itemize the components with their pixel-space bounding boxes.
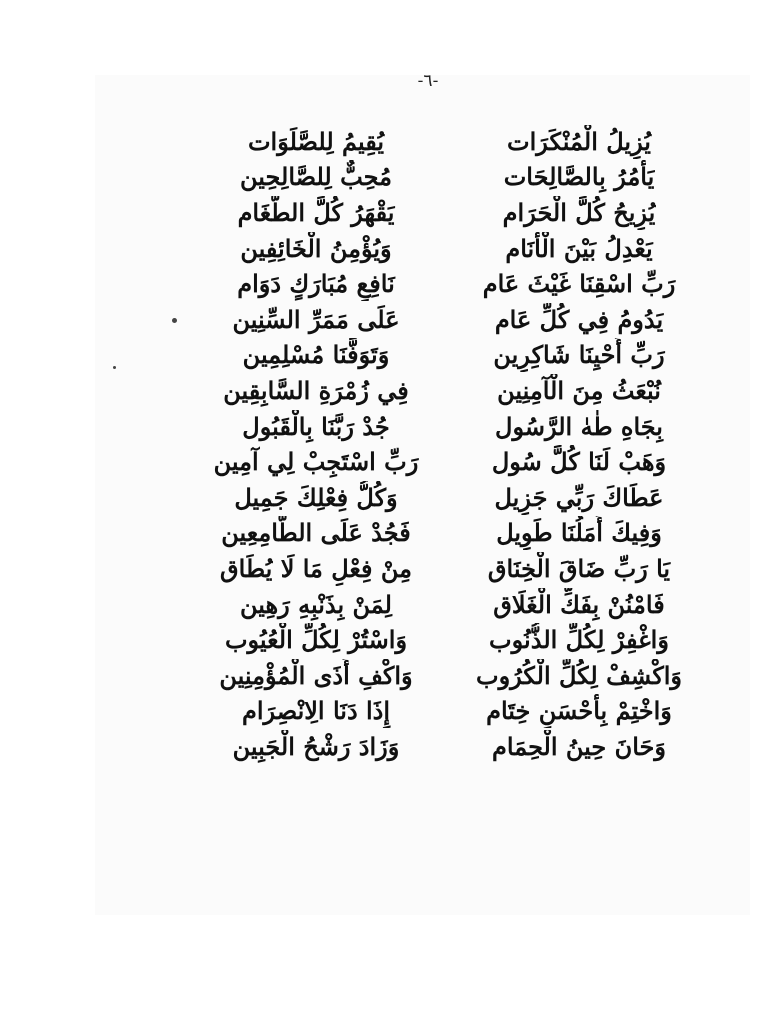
left-hemistich: يَقْهَرُ كُلَّ الطَّغَام xyxy=(237,197,395,227)
verse-line xyxy=(200,373,695,409)
poem-body xyxy=(200,124,695,765)
left-hemistich: رَبِّ اسْتَجِبْ لِي آمِين xyxy=(213,447,419,477)
verse-line xyxy=(200,338,695,374)
left-hemistich: مُحِبٌّ لِلصَّالِحِين xyxy=(240,162,392,192)
verse-line xyxy=(200,124,695,160)
right-hemistich: وَهَبْ لَنَا كُلَّ سُول xyxy=(491,447,667,477)
right-hemistich: وَاخْتِمْ بِأَحْسَنِ خِتَام xyxy=(486,696,672,726)
left-hemistich: جُدْ رَبَّنَا بِالْقَبُول xyxy=(242,411,390,441)
left-hemistich: وَزَادَ رَشْحُ الْجَبِين xyxy=(232,731,400,761)
left-hemistich: إِذَا دَنَا الِانْصِرَام xyxy=(241,696,391,726)
right-hemistich: يَا رَبِّ ضَاقَ الْخِنَاق xyxy=(487,553,671,583)
verse-line xyxy=(200,516,695,552)
verse-line xyxy=(200,195,695,231)
verse-line xyxy=(200,694,695,730)
left-hemistich: وَتَوَفَّنَا مُسْلِمِين xyxy=(242,340,390,370)
right-hemistich: وَحَانَ حِينُ الْحِمَام xyxy=(492,731,666,761)
ink-speck xyxy=(113,366,116,369)
right-hemistich: يَأْمُرُ بِالصَّالِحَات xyxy=(503,162,655,192)
right-hemistich: يَعْدِلُ بَيْنَ الْأَنَام xyxy=(505,233,653,263)
right-hemistich: رَبِّ اسْقِنَا غَيْثَ عَام xyxy=(482,269,676,299)
left-hemistich: وَاكْفِ أَذَى الْمُؤْمِنِين xyxy=(219,660,413,690)
right-hemistich: عَطَاكَ رَبِّي جَزِيل xyxy=(494,482,664,512)
ink-speck xyxy=(172,318,177,323)
right-hemistich: وَاغْفِرْ لِكُلِّ الذُّنُوب xyxy=(489,625,669,655)
right-hemistich: يُزِيلُ الْمُنْكَرَات xyxy=(507,126,651,156)
left-hemistich: يُقِيمُ لِلصَّلَوَات xyxy=(247,126,385,156)
page-number: -٦- xyxy=(417,71,439,91)
verse-line xyxy=(200,551,695,587)
left-hemistich: وَاسْتُرْ لِكُلِّ الْعُيُوب xyxy=(224,625,408,655)
right-hemistich: نُبْعَثُ مِنَ الْآمِنِين xyxy=(497,375,661,405)
verse-line xyxy=(200,302,695,338)
verse-line xyxy=(200,587,695,623)
right-hemistich: رَبِّ أَحْيِنَا شَاكِرِين xyxy=(493,340,665,370)
verse-line xyxy=(200,480,695,516)
verse-line xyxy=(200,231,695,267)
verse-line xyxy=(200,266,695,302)
verse-line xyxy=(200,444,695,480)
verse-line xyxy=(200,409,695,445)
left-hemistich: فِي زُمْرَةِ السَّابِقِين xyxy=(223,375,409,405)
verse-line xyxy=(200,658,695,694)
left-hemistich: نَافِعٍ مُبَارَكٍ دَوَام xyxy=(237,269,395,299)
right-hemistich: فَامْنُنْ بِفَكِّ الْغَلَاق xyxy=(493,589,665,619)
left-hemistich: فَجُدْ عَلَى الطَّامِعِين xyxy=(221,518,411,548)
right-hemistich: يُزِيحُ كُلَّ الْحَرَام xyxy=(502,197,656,227)
left-hemistich: عَلَى مَمَرِّ السِّنِين xyxy=(232,304,400,334)
right-hemistich: وَفِيكَ أَمَلُنَا طَوِيل xyxy=(496,518,662,548)
right-hemistich: بِجَاهِ طٰهٰ الرَّسُول xyxy=(495,411,663,441)
verse-line xyxy=(200,622,695,658)
right-hemistich: يَدُومُ فِي كُلِّ عَام xyxy=(494,304,664,334)
left-hemistich: وَكُلُّ فِعْلِكَ جَمِيل xyxy=(234,482,398,512)
verse-line xyxy=(200,160,695,196)
left-hemistich: مِنْ فِعْلِ مَا لَا يُطَاق xyxy=(220,553,412,583)
right-hemistich: وَاكْشِفْ لِكُلِّ الْكُرُوب xyxy=(475,660,683,690)
left-hemistich: لِمَنْ بِذَنْبِهِ رَهِين xyxy=(240,589,392,619)
verse-line xyxy=(200,729,695,765)
left-hemistich: وَيُؤْمِنُ الْخَائِفِين xyxy=(240,233,392,263)
